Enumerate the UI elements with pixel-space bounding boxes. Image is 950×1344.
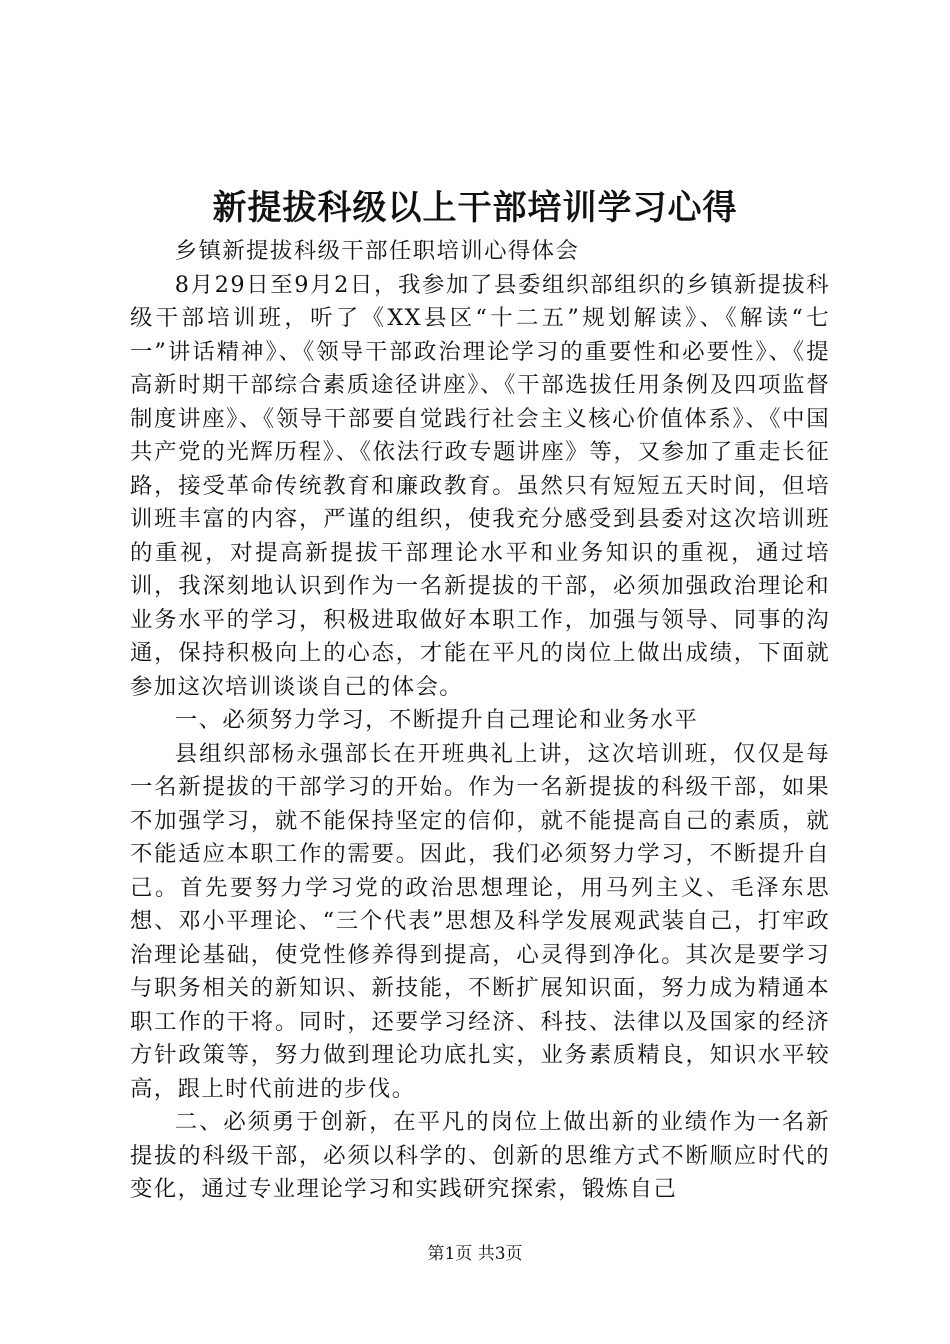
page-footer: 第1页 共3页	[427, 1244, 523, 1264]
paragraph-section-2: 二、必须勇于创新，在平凡的岗位上做出新的业绩作为一名新提拔的科级干部，必须以科学的、创新的思维方式不断顺应时代的变化，通过专业理论学习和实践研究探索，锻炼自己	[130, 1109, 830, 1202]
section-heading-1: 一、必须努力学习，不断提升自己理论和业务水平	[174, 707, 699, 733]
paragraph-subtitle: 乡镇新提拔科级干部任职培训心得体会	[174, 238, 580, 264]
paragraph-intro: 8月29日至9月2日，我参加了县委组织部组织的乡镇新提拔科级干部培训班，听了《XX县区“十二五”规划解读》、《解读“七一”讲话精神》、《领导干部政治理论学习的重要性和必要性》、《提高新时期干部综合素质途径讲座》、《干部选拔任用条例及四项监督制度讲座》、《领导干部要自觉践行社会主义核心价值体系》、《中国共产党的光辉历程》、《依法行政专题讲座》等，又参加了重走长征路，接受革命传统教育和廉政教育。虽然只有短短五天时间，但培训班丰富的内容，严谨的组织，使我充分感受到县委对这次培训班的重视，对提高新提拔干部理论水平和业务知识的重视，通过培训，我深刻地认识到作为一名新提拔的干部，必须加强政治理论和业务水平的学习，积极进取做好本职工作，加强与领导、同事的沟通，保持积极向上的心态，才能在平凡的岗位上做出成绩，下面就参加这次培训谈谈自己的体会。	[130, 271, 830, 700]
document-title: 新提拔科级以上干部培训学习心得	[212, 188, 738, 228]
document-body	[130, 235, 830, 1207]
paragraph-section-1: 县组织部杨永强部长在开班典礼上讲，这次培训班，仅仅是每一名新提拔的干部学习的开始。作为一名新提拔的科级干部，如果不加强学习，就不能保持坚定的信仰，就不能提高自己的素质，就不能适应本职工作的需要。因此，我们必须努力学习，不断提升自己。首先要努力学习党的政治思想理论，用马列主义、毛泽东思想、邓小平理论、“三个代表”思想及科学发展观武装自己，打牢政治理论基础，使党性修养得到提高，心灵得到净化。其次是要学习与职务相关的新知识、新技能，不断扩展知识面，努力成为精通本职工作的干将。同时，还要学习经济、科技、法律以及国家的经济方针政策等，努力做到理论功底扎实，业务素质精良，知识水平较高，跟上时代前进的步伐。	[130, 740, 830, 1102]
